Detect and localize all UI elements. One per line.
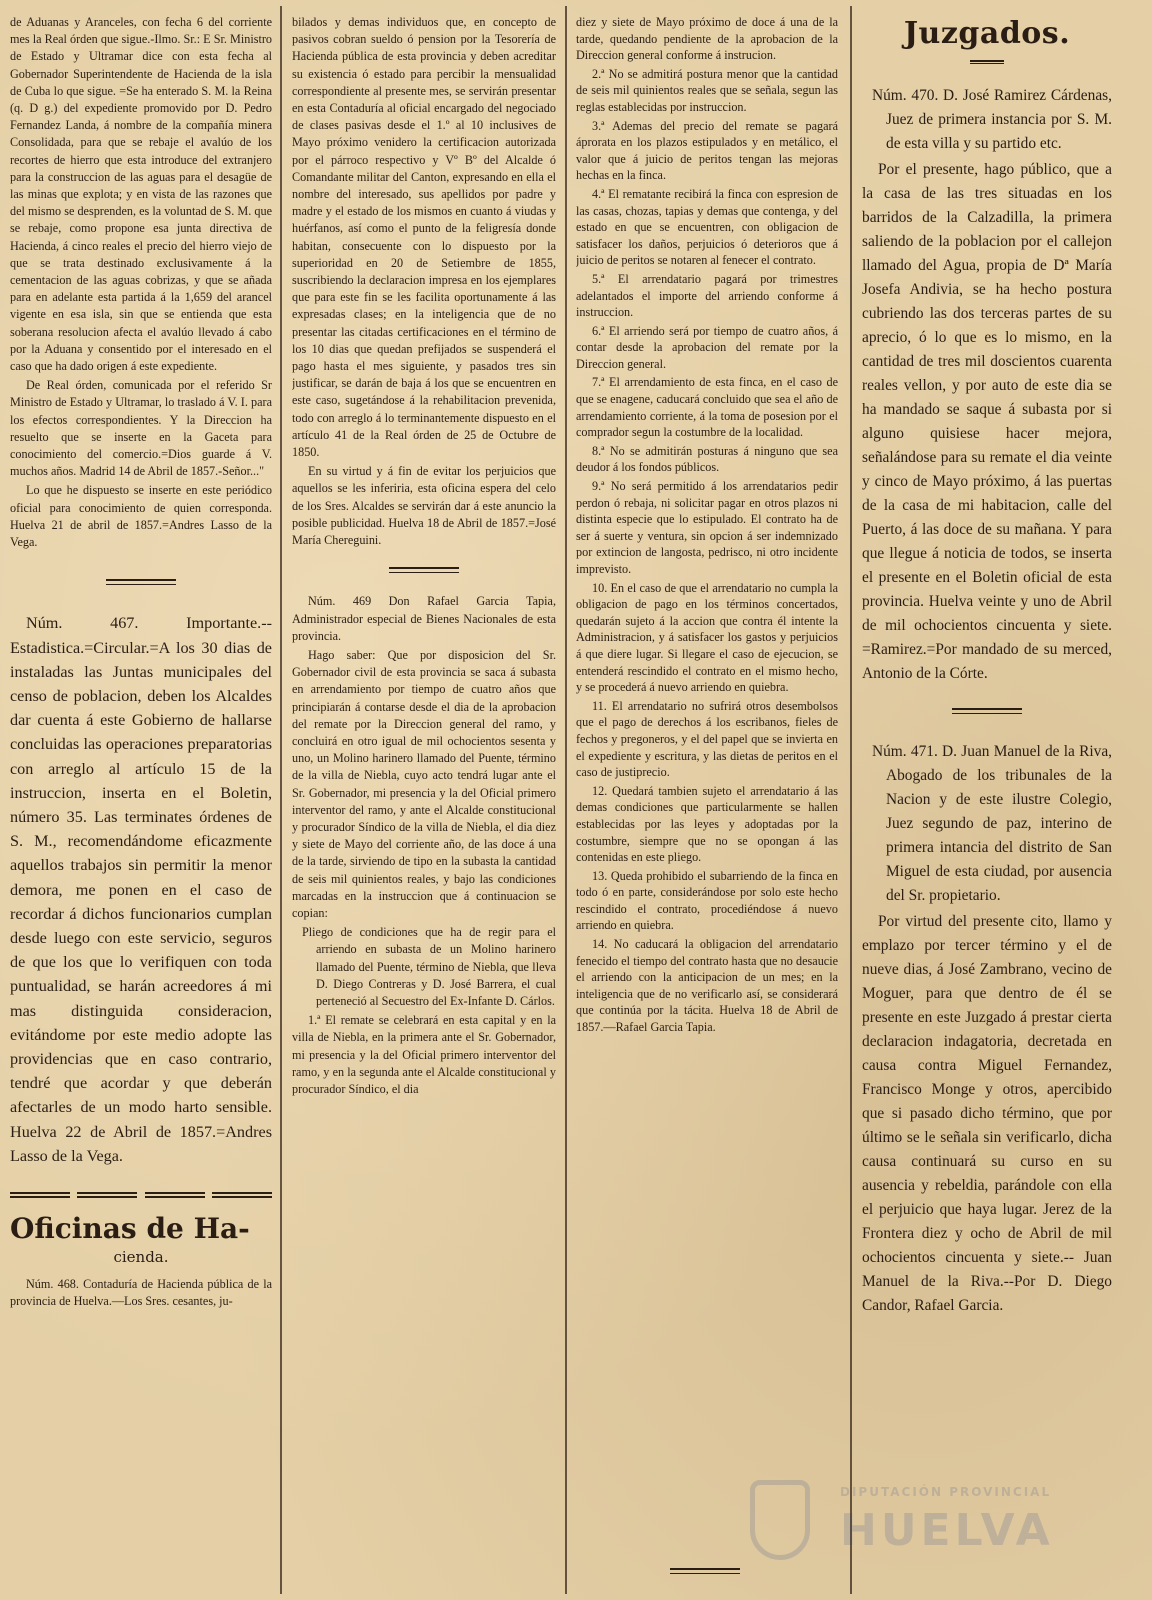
condition-10: 10. En el caso de que el arrendatario no cumpla la obligacion de pago en los términos concertados, quedarán sujeto á la accion que contra él intente la Administracion, y á satisfacer los gastos y perjuicios á que diere lugar. Si llegare el caso de ejecucion, se entenderá rescindido el contrato en el mismo hecho, y se procederá á nuevo arriendo en quiebra.	[576, 580, 838, 695]
column-1	[10, 14, 272, 1594]
column-rule	[850, 6, 852, 1594]
column-rule	[565, 6, 567, 1594]
condition-2: 2.ª No se admitirá postura menor que la cantidad de seis mil quinientos reales que se señala, segun las reglas establecidas por instruccion.	[576, 66, 838, 114]
separator	[670, 1568, 740, 1574]
section-heading: Oficinas de Ha-	[10, 1211, 250, 1245]
condition-13: 13. Queda prohibido el subarriendo de la finca en todo ó en parte, considerándose por solo este hecho rescindido el contrato, procediéndose á nuevo arriendo en quiebra.	[576, 868, 838, 933]
paragraph: Lo que he dispuesto se inserte en este periódico oficial para conocimiento de quien corresponda. Huelva 21 de abril de 1857.=Andres Lasso de la Vega.	[10, 483, 272, 550]
seal-icon	[750, 1480, 810, 1560]
condition-9: 9.ª No será permitido á los arrendatarios pedir perdon ó rebaja, ni solicitar pagar en otros plazos ni distinta especie que lo estipulado. El contrato ha de ser á suerte y ventura, sin opcion á ser indemnizado por extincion de langosta, pedrisco, ni otro incidente imprevisto.	[576, 479, 838, 576]
column-3	[576, 14, 838, 1594]
watermark-subtitle: DIPUTACIÓN PROVINCIAL	[840, 1485, 1052, 1499]
section-subheading: cienda.	[113, 1247, 169, 1266]
condition-6: 6.ª El arriendo será por tiempo de cuatro años, á contar desde la aprobacion del remate por la Direccion general.	[576, 323, 838, 371]
condition-1: 1.ª El remate se celebrará en esta capital y en la villa de Niebla, en la primera ante el Sr. Gobernador, mi presencia y la del Oficial primero interventor del ramo, y en la segunda ante el Alcalde constitucional y procurador Síndico, el dia	[292, 1013, 556, 1096]
condition-14: 14. No caducará la obligacion del arrendatario fenecido el tiempo del contrato hasta que no desaucie el arriendo con la anticipacion de un mes; en la inteligencia que de no verificarlo así, se considerará que continúa por la tácita. Huelva 18 de Abril de 1857.—Rafael Garcia Tapia.	[576, 937, 838, 1035]
separator	[970, 60, 1004, 64]
condition-7: 7.ª El arrendamiento de esta finca, en el caso de que se enagene, caducará concluido que sea el año de arrendamiento corriente, á la toma de posesion por el comprador segun la costumbre de la localidad.	[576, 375, 838, 440]
notice-470-body: Por el presente, hago público, que a la casa de las tres situadas en los barridos de la Calzadilla, la primera saliendo de la poblacion por el callejon llamado del Agua, propia de Dª María Josefa Andivia, se ha hecho postura cubriendo las dos terceras partes de su aprecio, ó lo que es lo mismo, en la cantidad de tres mil doscientos cuarenta reales vellon, y por auto de este dia se ha mandado se saque á subasta por si alguno quisiese hacer mejora, señalándose para su remate el dia veinte y cinco de Mayo próximo, á las puertas de la casa de mi habitacion, calle del Puerto, á las doce de su mañana. Y para que llegue á noticia de todos, se inserta el presente en el Boletin oficial de esta provincia. Huelva veinte y uno de Abril de mil ochocientos cincuenta y siete. =Ramirez.=Por mandado de su merced, Antonio de la Córte.	[862, 161, 1112, 682]
paragraph: diez y siete de Mayo próximo de doce á una de la tarde, quedando pendiente de la aprobacion de la Direccion general conforme á instrucion.	[576, 15, 838, 63]
column-rule	[280, 6, 282, 1594]
notice-469-body: Hago saber: Que por disposicion del Sr. Gobernador civil de esta provincia se saca á subasta en arrendamiento por tiempo de cuatro años que principiarán á contarse desde el dia de la aprobacion del remate por la Direccion general del ramo, y concluirá en otro igual de mil ochocientos sesenta y uno, un Molino harinero llamado del Puente, término de la villa de Niebla, cuyo acto tendrá lugar ante el Sr. Gobernador, mi presencia y la del Oficial primero interventor del ramo, y ante el Alcalde constitucional y procurador Síndico de la villa de Niebla, el dia diez y siete de Mayo del corriente año, de las doce á una de la tarde, sirviendo de tipo en la subasta la cantidad de seis mil quinientos reales, y bajo las condiciones marcadas en la instruccion que á continuacion se copian:	[292, 647, 556, 920]
condition-4: 4.ª El rematante recibirá la finca con espresion de las casas, chozas, tapias y demas que contenga, y del estado en que se encuentren, con obligacion de satisfacer los daños, perjuicios ó deterioros que á juicio de peritos se notaren al fenecer el contrato.	[576, 186, 838, 268]
condition-3: 3.ª Ademas del precio del remate se pagará áprorata en los plazos estipulados y en metálico, el valor que á juicio de peritos tengan las mejoras hechas en la finca.	[576, 118, 838, 183]
condition-8: 8.ª No se admitirán posturas á ninguno que sea deudor á los fondos públicos.	[576, 443, 838, 475]
condition-12: 12. Quedará tambien sujeto el arrendatario á las demas condiciones que particularmente se hallen establecidas por las leyes y adoptadas por la costumbre, siempre que no se opongan á las contenidas en este pliego.	[576, 783, 838, 865]
paragraph: En su virtud y á fin de evitar los perjuicios que aquellos se les inferiria, esta oficina espera del celo de los Sres. Alcaldes se servirán dar á este anuncio la posible publicidad. Huelva 18 de Abril de 1857.=José María Chereguini.	[292, 464, 556, 548]
paragraph: bilados y demas individuos que, en concepto de pasivos cobran sueldo ó pension por la Tesorería de Hacienda pública de esta provincia y deben acreditar su existencia ó estado para percibir la mensualidad correspondiente al presente mes, se servirán presentar en esta Contaduría al oficial encargado del negociado de clases pasivas desde el 1.º al 10 inclusives de Mayo próximo venidero la certificacion autorizada por el párroco respectivo y Vº Bº del Alcalde ó Comandante militar del Canton, expresando en ella el nombre del interesado, sus apellidos por padre y madre y el estado de los mismos en cuanto á viudas y huérfanos, así como el punto de la feligresía donde habitan, consecuente con lo dispuesto por la superioridad en 20 de Setiembre de 1855, suscribiendo la declaracion impresa en los ejemplares que para este fin se les facilita oportunamente á las expresadas clases; en la inteligencia que de no presentar las citadas certificaciones en el término de los 10 dias que quedan prefijados se suspenderá el pago hasta el mes siguiente, y pasados tres sin justificar, se darán de baja á los que se encuentren en este caso, sugetándose á la rehabilitacion prevenida, todo con arreglo á lo terminantemente dispuesto en el artículo 41 de la Real órden de 25 de Octubre de 1850.	[292, 15, 556, 460]
separator	[389, 567, 459, 573]
column-4	[862, 14, 1112, 1594]
paragraph: de Aduanas y Aranceles, con fecha 6 del corriente mes la Real órden que sigue.-Ilmo. Sr.: E Sr. Ministro de Estado y Ultramar dice con esta fecha al Gobernador Superintendente de Hacienda de la isla de Cuba lo que sigue. =Se ha enterado S. M. la Reina (q. D g.) del expediente promovido por D. Pedro Fernandez Landa, á nombre de la compañía minera Consolidada, para que se rebaje el avalúo de los recortes de hierro que esta introduce del extranjero para la construccion de las aguas para el desagüe de las minas que explota; y en vista de las razones que del mismo se desprenden, es la voluntad de S. M. que se rebaje, como propone esa junta directiva de Hacienda, á cinco reales el precio del hierro viejo de que se trata destinado exclusivamente á la cementacion de las aguas cobrizas, y que se añada para en adelante esta partida á la 1,659 del arancel vigente en esa isla, sin que se entienda que esta soberana resolucion afecta el avalúo llevado á cabo por la Aduana y consentido por el interesado en el caso que ha dado origen á este expediente.	[10, 15, 272, 374]
notice-468: Núm. 468. Contaduría de Hacienda pública de la provincia de Huelva.—Los Sres. cesantes, ju-	[10, 1276, 272, 1309]
notice-471-body: Por virtud del presente cito, llamo y emplazo por tercer término y el de nueve dias, á José Zambrano, vecino de Moguer, para que dentro de él se presente en este Juzgado á prestar cierta declaracion indagatoria, decretada en causa contra Miguel Fernandez, Francisco Monge y otros, apercibido que si pasado dicho término, que por último se le señala sin verificarlo, dicha causa continuará su curso en su ausencia y rebeldia, parándole con ella el perjuicio que haya lugar. Jerez de la Frontera diez y ocho de Abril de mil ochocientos cincuenta y siete.-- Juan Manuel de la Riva.--Por D. Diego Candor, Rafael Garcia.	[862, 913, 1112, 1314]
notice-467: Núm. 467. Importante.--Estadistica.=Circular.=A los 30 dias de instaladas las Juntas municipales del censo de poblacion, deben los Alcaldes dar cuenta á este Gobierno de hallarse concluidas las operaciones preparatorias con arreglo al artículo 15 de la instruccion, inserta en el Boletin, número 35. Las terminates órdenes de S. M., recomendándome eficazmente aquellos trabajos sin permitir la menor demora, me ponen en el caso de recordar á dichos funcionarios cumplan desde luego con este servicio, seguros de que los que lo verifiquen con toda puntualidad, se harán acreedores á mi mas distinguida consideracion, evitándome por este medio adopte las providencias que en caso contrario, tendré que acordar y que deberán afectarles de un modo harto sensible. Huelva 22 de Abril de 1857.=Andres Lasso de la Vega.	[10, 614, 272, 1165]
notice-469-heading: Núm. 469 Don Rafael Garcia Tapia, Administrador especial de Bienes Nacionales de esta provincia.	[292, 594, 556, 643]
section-heading: Juzgados.	[903, 16, 1071, 51]
condition-11: 11. El arrendatario no sufrirá otros desembolsos que el pago de derechos á los escribanos, fieles de fechos y pregoneros, y el del papel que se invierta en el expediente y escritura, y las dietas de peritos en el caso de justiprecio.	[576, 698, 838, 780]
double-separator	[10, 1192, 272, 1198]
archive-watermark	[740, 1370, 1140, 1590]
pliego-title: Pliego de condiciones que ha de regir para el arriendo en subasta de un Molino harinero llamado del Puente, término de Niebla, que lleva D. Diego Contreras y D. José Barrera, el cual perteneció al Secuestro del Ex-Infante D. Cárlos.	[302, 925, 556, 1008]
separator	[952, 708, 1022, 714]
notice-471-heading: Núm. 471. D. Juan Manuel de la Riva, Abogado de los tribunales de la Nacion y de este ilustre Colegio, Juez segundo de paz, interino de primera intancia del distrito de San Miguel de esta ciudad, por ausencia del Sr. propietario.	[872, 743, 1112, 904]
watermark-title: HUELVA	[840, 1505, 1054, 1556]
separator	[106, 579, 176, 585]
column-2	[292, 14, 556, 1594]
condition-5: 5.ª El arrendatario pagará por trimestres adelantados el importe del arriendo conforme á instruccion.	[576, 271, 838, 320]
notice-470-heading: Núm. 470. D. José Ramirez Cárdenas, Juez de primera instancia por S. M. de esta villa y su partido etc.	[872, 87, 1112, 152]
paragraph: De Real órden, comunicada por el referido Sr Ministro de Estado y Ultramar, lo traslado á V. I. para los efectos correspondientes. Y la Direccion ha resuelto que se inserte en la Gaceta para conocimiento del comercio.=Dios guarde á V. muchos años. Madrid 14 de Abril de 1857.-Señor..."	[10, 378, 272, 479]
